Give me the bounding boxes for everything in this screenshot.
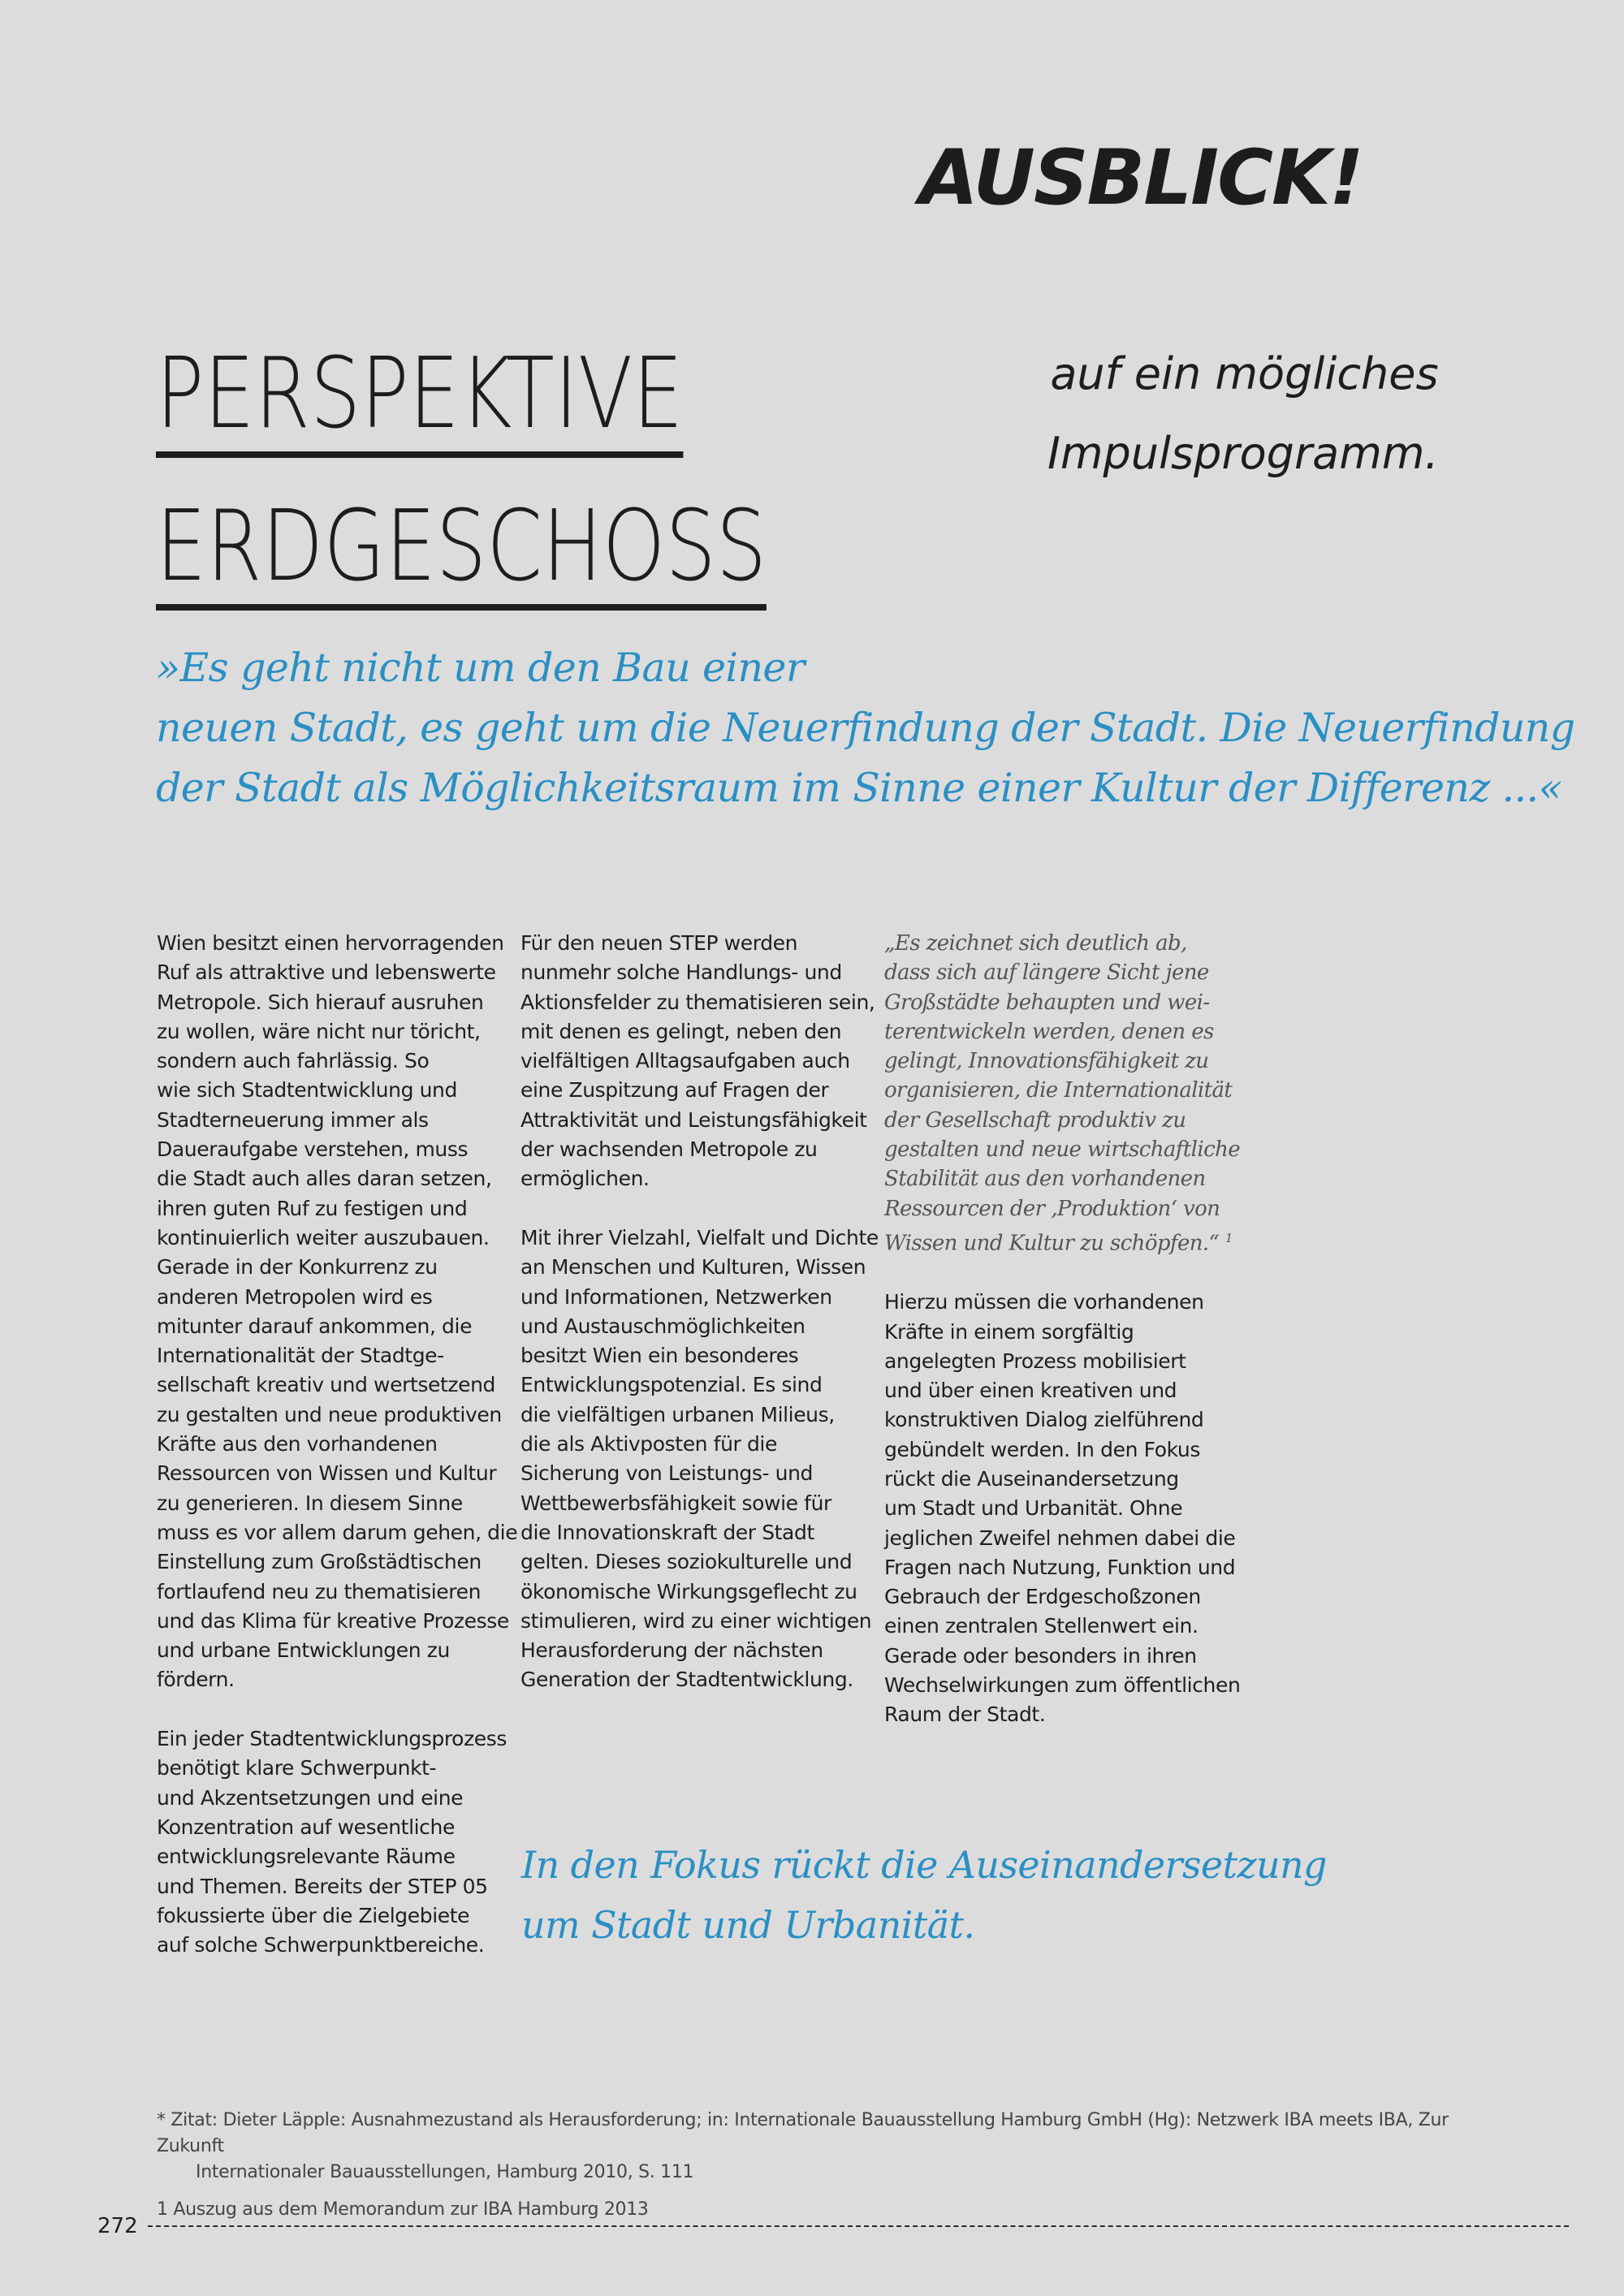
- footnotes: [157, 2108, 1521, 2223]
- text-line: die als Aktivposten für die: [520, 1432, 777, 1457]
- text-line: und Themen. Bereits der STEP 05: [157, 1874, 488, 1898]
- text-line: konstruktiven Dialog zielführend: [884, 1408, 1204, 1432]
- text-line: angelegten Prozess mobilisiert: [884, 1349, 1186, 1373]
- text-line: die Stadt auch alles daran setzen,: [157, 1167, 492, 1191]
- lead-quote: [156, 638, 1575, 818]
- footnote-1: 1 Auszug aus dem Memorandum zur IBA Hamburg 2013: [157, 2199, 649, 2220]
- text-line: auf solche Schwerpunktbereiche.: [157, 1933, 485, 1957]
- text-line: rückt die Auseinandersetzung: [884, 1467, 1179, 1491]
- text-line: Generation der Stadtentwicklung.: [520, 1668, 853, 1692]
- text-line: mit denen es gelingt, neben den: [520, 1019, 842, 1043]
- column-2-paragraph-2: [520, 1224, 879, 1695]
- text-line: und das Klima für kreative Prozesse: [157, 1608, 509, 1633]
- footnote-star-continuation: Internationaler Bauausstellungen, Hamburg 2010, S. 111: [196, 2162, 694, 2182]
- text-line: Wechselwirkungen zum öffentlichen: [884, 1673, 1241, 1698]
- text-line: Mit ihrer Vielzahl, Vielfalt und Dichte: [520, 1225, 879, 1249]
- pull-quote-line: In den Fokus rückt die Auseinandersetzung: [521, 1843, 1327, 1887]
- text-line: Kräfte in einem sorgfältig: [884, 1319, 1134, 1344]
- text-line: sellschaft kreativ und wertsetzend: [157, 1373, 495, 1397]
- text-line: terentwickeln werden, denen es: [884, 1019, 1214, 1044]
- text-line: Aktionsfelder zu thematisieren sein,: [520, 990, 875, 1014]
- text-line: benötigt klare Schwerpunkt-: [157, 1756, 437, 1780]
- page-footer: [97, 2210, 1569, 2242]
- text-line: jeglichen Zweifel nehmen dabei die: [884, 1526, 1236, 1550]
- footer-dashed-rule: [148, 2225, 1569, 2227]
- text-line: stimulieren, wird zu einer wichtigen: [520, 1608, 872, 1633]
- text-line: Für den neuen STEP werden: [520, 931, 798, 955]
- text-line: Einstellung zum Großstädtischen: [157, 1550, 482, 1574]
- text-line: gelingt, Innovationsfähigkeit zu: [884, 1049, 1209, 1074]
- text-line: zu wollen, wäre nicht nur töricht,: [157, 1019, 481, 1043]
- text-line: Raum der Stadt.: [884, 1703, 1046, 1727]
- text-line: Ressourcen von Wissen und Kultur: [157, 1461, 497, 1486]
- text-line: Wissen und Kultur zu schöpfen.“ $^1$: [884, 1230, 1233, 1256]
- text-line: „Es zeichnet sich deutlich ab,: [884, 931, 1187, 956]
- pull-quote: [521, 1835, 1327, 1955]
- text-line: der wachsenden Metropole zu: [520, 1137, 818, 1162]
- title-line-1: PERSPEKTIVE: [156, 338, 683, 458]
- text-line: Großstädte behaupten und wei-: [884, 990, 1210, 1015]
- body-column-3: [884, 929, 1241, 1730]
- text-line: organisieren, die Internationalität: [884, 1078, 1233, 1103]
- text-line: fördern.: [157, 1668, 235, 1692]
- text-line: ihren guten Ruf zu festigen und: [157, 1196, 468, 1220]
- lead-quote-line: neuen Stadt, es geht um die Neuerfindung der Stadt. Die Neuerfindung: [156, 705, 1575, 751]
- text-line: und Akzentsetzungen und eine: [157, 1785, 464, 1810]
- text-line: Konzentration auf wesentliche: [157, 1815, 455, 1839]
- text-line: kontinuierlich weiter auszubauen.: [157, 1225, 490, 1249]
- text-line: gestalten und neue wirtschaftliche: [884, 1137, 1241, 1163]
- text-line: Stabilität aus den vorhandenen: [884, 1167, 1206, 1192]
- text-line: und über einen kreativen und: [884, 1379, 1177, 1403]
- text-line: vielfältigen Alltagsaufgaben auch: [520, 1049, 850, 1073]
- text-line: Wettbewerbsfähigkeit sowie für: [520, 1491, 831, 1515]
- text-line: die Innovationskraft der Stadt: [520, 1520, 814, 1544]
- text-line: Sicherung von Leistungs- und: [520, 1461, 814, 1486]
- text-line: Ein jeder Stadtentwicklungsprozess: [157, 1727, 508, 1751]
- text-line: muss es vor allem darum gehen, die: [157, 1520, 518, 1544]
- page-number: 272: [97, 2214, 138, 2238]
- text-line: und Austauschmöglichkeiten: [520, 1314, 806, 1338]
- text-line: fortlaufend neu zu thematisieren: [157, 1579, 482, 1603]
- title-line-2: ERDGESCHOSS: [156, 490, 767, 611]
- text-line: dass sich auf längere Sicht jene: [884, 960, 1209, 986]
- text-line: fokussierte über die Zielgebiete: [157, 1903, 470, 1927]
- pull-quote-line: um Stadt und Urbanität.: [521, 1903, 975, 1947]
- column-3-quote: [884, 929, 1241, 1258]
- text-line: und urbane Entwicklungen zu: [157, 1638, 450, 1663]
- text-line: zu gestalten und neue produktiven: [157, 1402, 502, 1426]
- text-line: Ruf als attraktive und lebenswerte: [157, 960, 496, 985]
- text-line: gelten. Dieses soziokulturelle und: [520, 1550, 853, 1574]
- page-title: [156, 318, 767, 624]
- text-line: Entwicklungspotenzial. Es sind: [520, 1373, 823, 1397]
- text-line: Fragen nach Nutzung, Funktion und: [884, 1555, 1236, 1579]
- body-column-2: [520, 929, 879, 1695]
- body-column-1: [157, 929, 518, 1960]
- text-line: einen zentralen Stellenwert ein.: [884, 1614, 1199, 1638]
- text-line: eine Zuspitzung auf Fragen der: [520, 1078, 829, 1103]
- text-line: ermöglichen.: [520, 1167, 650, 1191]
- kicker-heading: AUSBLICK!: [919, 134, 1363, 222]
- text-line: Attraktivität und Leistungsfähigkeit: [520, 1107, 867, 1132]
- text-line: Internationalität der Stadtge-: [157, 1344, 444, 1368]
- text-line: anderen Metropolen wird es: [157, 1284, 433, 1309]
- text-line: nunmehr solche Handlungs- und: [520, 960, 842, 985]
- footnote-star: * Zitat: Dieter Läpple: Ausnahmezustand als Herausforderung; in: Internationale Bauausstellung Hamburg GmbH (Hg): Netzwerk IBA meets IBA, Zur Zukunft: [157, 2110, 1449, 2156]
- text-line: Gebrauch der Erdgeschoßzonen: [884, 1585, 1201, 1609]
- footnote-ref: 1: [1224, 1230, 1233, 1245]
- text-line: und Informationen, Netzwerken: [520, 1284, 832, 1309]
- subtitle-line-2: Impulsprogramm.: [1047, 428, 1439, 479]
- column-1-paragraph-1: [157, 929, 518, 1695]
- lead-quote-line: »Es geht nicht um den Bau einer: [156, 645, 805, 691]
- text-line: Ressourcen der ‚Produktion‘ von: [884, 1196, 1220, 1221]
- text-line: an Menschen und Kulturen, Wissen: [520, 1255, 866, 1280]
- text-line: die vielfältigen urbanen Milieus,: [520, 1402, 835, 1426]
- subtitle: [1047, 334, 1439, 494]
- text-line: Wien besitzt einen hervorragenden: [157, 931, 504, 955]
- text-line: Herausforderung der nächsten: [520, 1638, 823, 1663]
- text-line: Kräfte aus den vorhandenen: [157, 1432, 438, 1457]
- text-line: Daueraufgabe verstehen, muss: [157, 1137, 469, 1162]
- text-line: Hierzu müssen die vorhandenen: [884, 1290, 1204, 1314]
- text-line: ökonomische Wirkungsgeflecht zu: [520, 1579, 857, 1603]
- text-line: Gerade in der Konkurrenz zu: [157, 1255, 438, 1280]
- text-line: wie sich Stadtentwicklung und: [157, 1078, 457, 1103]
- column-3-paragraph: [884, 1288, 1241, 1729]
- text-line: Stadterneuerung immer als: [157, 1107, 429, 1132]
- text-line: Gerade oder besonders in ihren: [884, 1643, 1197, 1668]
- text-line: Metropole. Sich hierauf ausruhen: [157, 990, 484, 1014]
- text-line: der Gesellschaft produktiv zu: [884, 1107, 1186, 1133]
- text-line: sondern auch fahrlässig. So: [157, 1049, 430, 1073]
- lead-quote-line: der Stadt als Möglichkeitsraum im Sinne einer Kultur der Differenz ...«: [156, 765, 1562, 811]
- text-line: entwicklungsrelevante Räume: [157, 1845, 456, 1869]
- text-line: besitzt Wien ein besonderes: [520, 1344, 799, 1368]
- column-1-paragraph-2: [157, 1724, 506, 1960]
- text-line: mitunter darauf ankommen, die: [157, 1314, 473, 1338]
- text-line: um Stadt und Urbanität. Ohne: [884, 1496, 1183, 1521]
- subtitle-line-1: auf ein mögliches: [1050, 348, 1439, 399]
- text-line: zu generieren. In diesem Sinne: [157, 1491, 463, 1515]
- column-2-paragraph-1: [520, 929, 875, 1194]
- text-line: gebündelt werden. In den Fokus: [884, 1437, 1200, 1461]
